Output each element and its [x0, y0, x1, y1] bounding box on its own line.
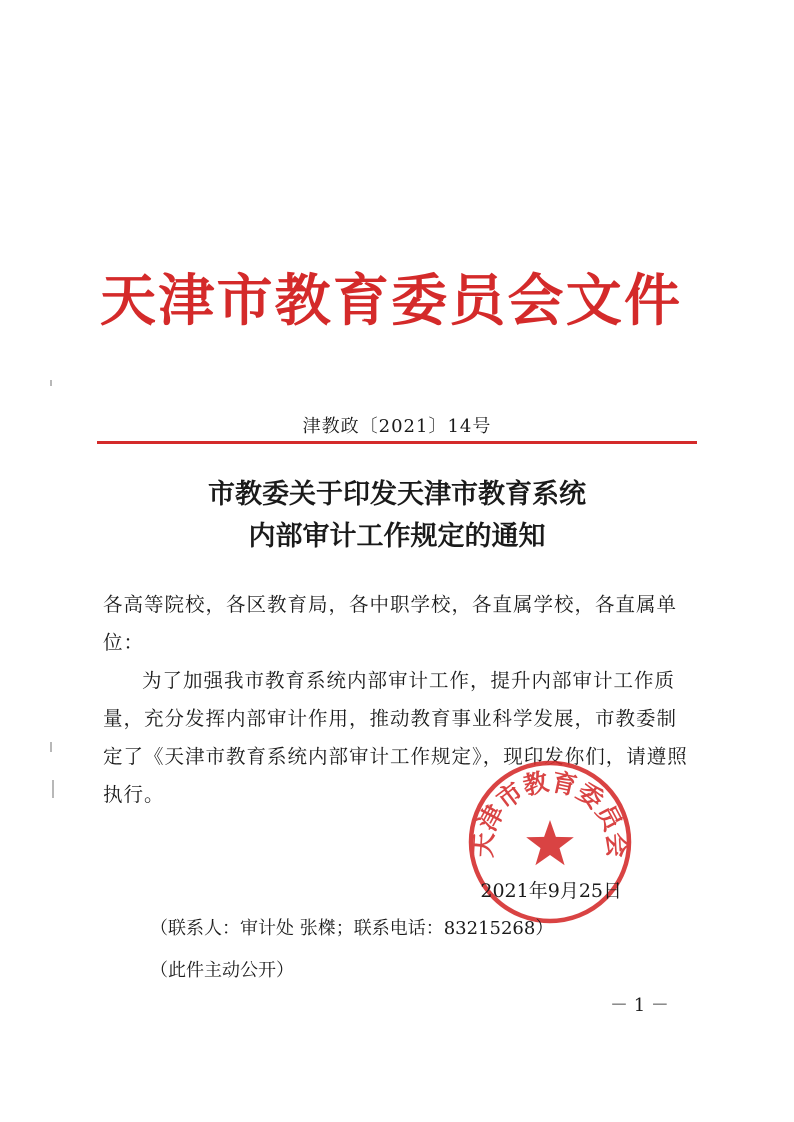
issuer-header-char: 育 — [332, 269, 389, 334]
body-paragraph: 为了加强我市教育系统内部审计工作，提升内部审计工作质量，充分发挥内部审计作用，推动教育事业科学发展，市教委制定了《天津市教育系统内部审计工作规定》，现印发你们，请遵照执行。 — [103, 669, 688, 806]
document-title-line: 内部审计工作规定的通知 — [248, 521, 546, 552]
issuer-header-char: 委 — [391, 269, 448, 334]
disclosure-note: （此件主动公开） — [150, 960, 294, 981]
recipients-line: 各高等院校，各区教育局，各中职学校，各直属学校，各直属单 — [103, 593, 678, 616]
seal-text-path: 天津市教育委员会 — [468, 767, 632, 859]
issuer-header-char: 会 — [507, 269, 564, 334]
scan-artifact — [50, 742, 52, 752]
recipients-line: 位： — [103, 631, 145, 654]
seal-star-icon — [526, 820, 574, 865]
scan-artifact — [50, 380, 52, 386]
page-number: － 1 － — [610, 995, 669, 1016]
scan-artifact — [52, 780, 54, 798]
issuer-header-char: 文 — [565, 269, 622, 334]
issuer-header — [100, 266, 680, 338]
issuer-header-char: 件 — [623, 269, 680, 334]
header-divider — [97, 441, 697, 444]
issuer-header-char: 天 — [100, 269, 156, 334]
issuer-header-char: 员 — [449, 269, 506, 334]
issue-date: 2021年9月25日 — [480, 880, 622, 902]
issuer-header-char: 津 — [158, 269, 215, 334]
document-number: 津教政〔2021〕14号 — [302, 416, 492, 437]
contact-info: （联系人：审计处 张榤；联系电话：83215268） — [150, 918, 554, 939]
document-title — [0, 474, 794, 558]
issuer-header-char: 市 — [216, 269, 273, 334]
document-title-line: 市教委关于印发天津市教育系统 — [208, 479, 586, 510]
issuer-header-char: 教 — [274, 269, 331, 334]
